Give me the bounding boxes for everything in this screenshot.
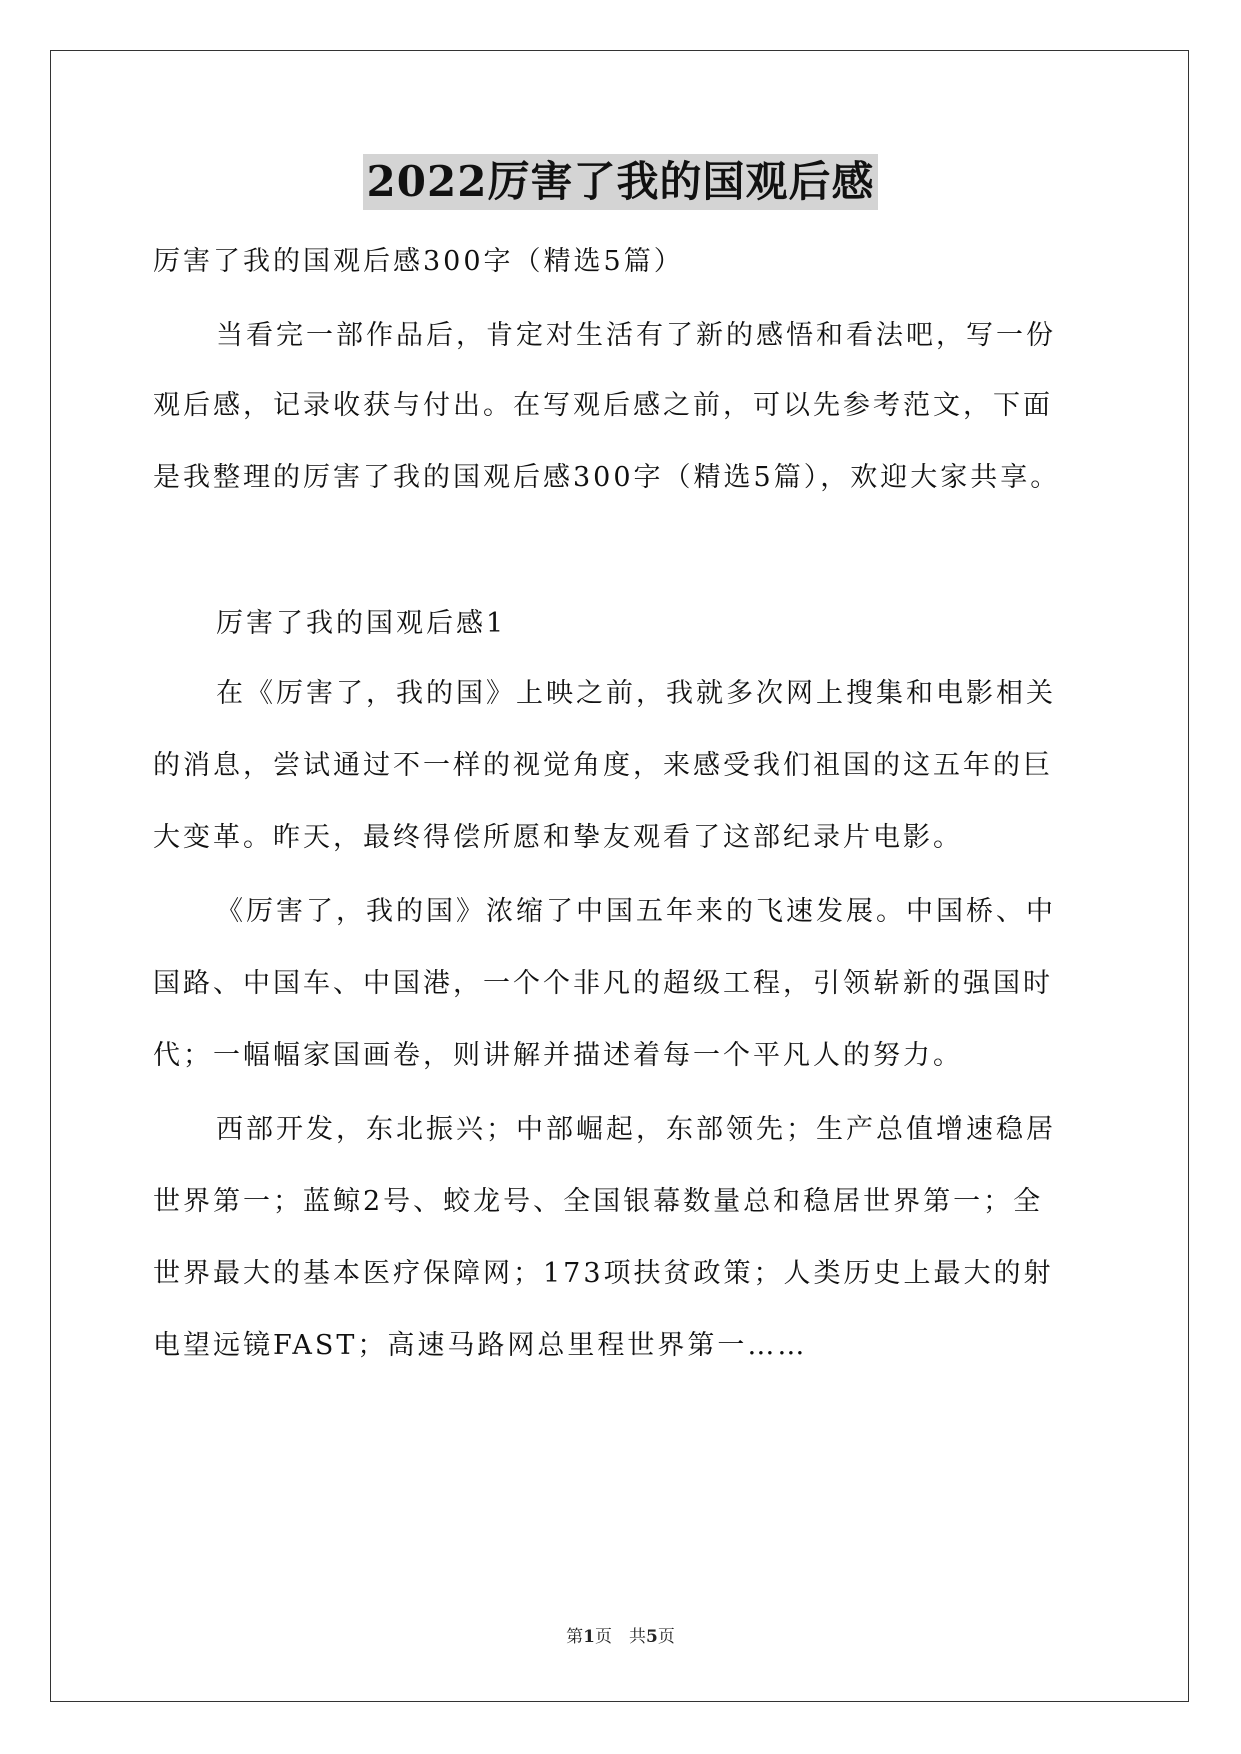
footer-mid: 页 共 [595,1627,646,1647]
paragraph-3-line-1: 西部开发，东北振兴；中部崛起，东部领先；生产总值增速稳居 [216,1114,1056,1145]
paragraph-1-line-1: 在《厉害了，我的国》上映之前，我就多次网上搜集和电影相关 [216,678,1056,709]
paragraph-2-line-3: 代；一幅幅家国画卷，则讲解并描述着每一个平凡人的努力。 [153,1040,963,1071]
paragraph-3-line-4: 电望远镜FAST；高速马路网总里程世界第一…… [153,1330,808,1361]
title-container [0,154,1241,210]
page-border [50,50,1189,1702]
intro-line-2: 观后感，记录收获与付出。在写观后感之前，可以先参考范文，下面 [153,390,1053,421]
paragraph-3-line-3: 世界最大的基本医疗保障网；173项扶贫政策；人类历史上最大的射 [153,1258,1054,1289]
intro-line-1: 当看完一部作品后，肯定对生活有了新的感悟和看法吧，写一份 [216,320,1056,351]
page-footer [0,1622,1241,1647]
total-pages-number: 5 [646,1627,658,1647]
section-heading: 厉害了我的国观后感1 [216,608,507,639]
current-page-number: 1 [583,1627,595,1647]
subtitle: 厉害了我的国观后感300字（精选5篇） [153,246,684,277]
paragraph-1-line-2: 的消息，尝试通过不一样的视觉角度，来感受我们祖国的这五年的巨 [153,750,1053,781]
paragraph-1-line-3: 大变革。昨天，最终得偿所愿和挚友观看了这部纪录片电影。 [153,822,963,853]
intro-line-3: 是我整理的厉害了我的国观后感300字（精选5篇），欢迎大家共享。 [153,462,1061,493]
footer-suffix: 页 [657,1627,675,1647]
footer-prefix: 第 [566,1627,584,1647]
paragraph-2-line-1: 《厉害了，我的国》浓缩了中国五年来的飞速发展。中国桥、中 [216,896,1056,927]
paragraph-3-line-2: 世界第一；蓝鲸2号、蛟龙号、全国银幕数量总和稳居世界第一；全 [153,1186,1044,1217]
paragraph-2-line-2: 国路、中国车、中国港，一个个非凡的超级工程，引领崭新的强国时 [153,968,1053,999]
document-title: 2022厉害了我的国观后感 [363,154,879,210]
